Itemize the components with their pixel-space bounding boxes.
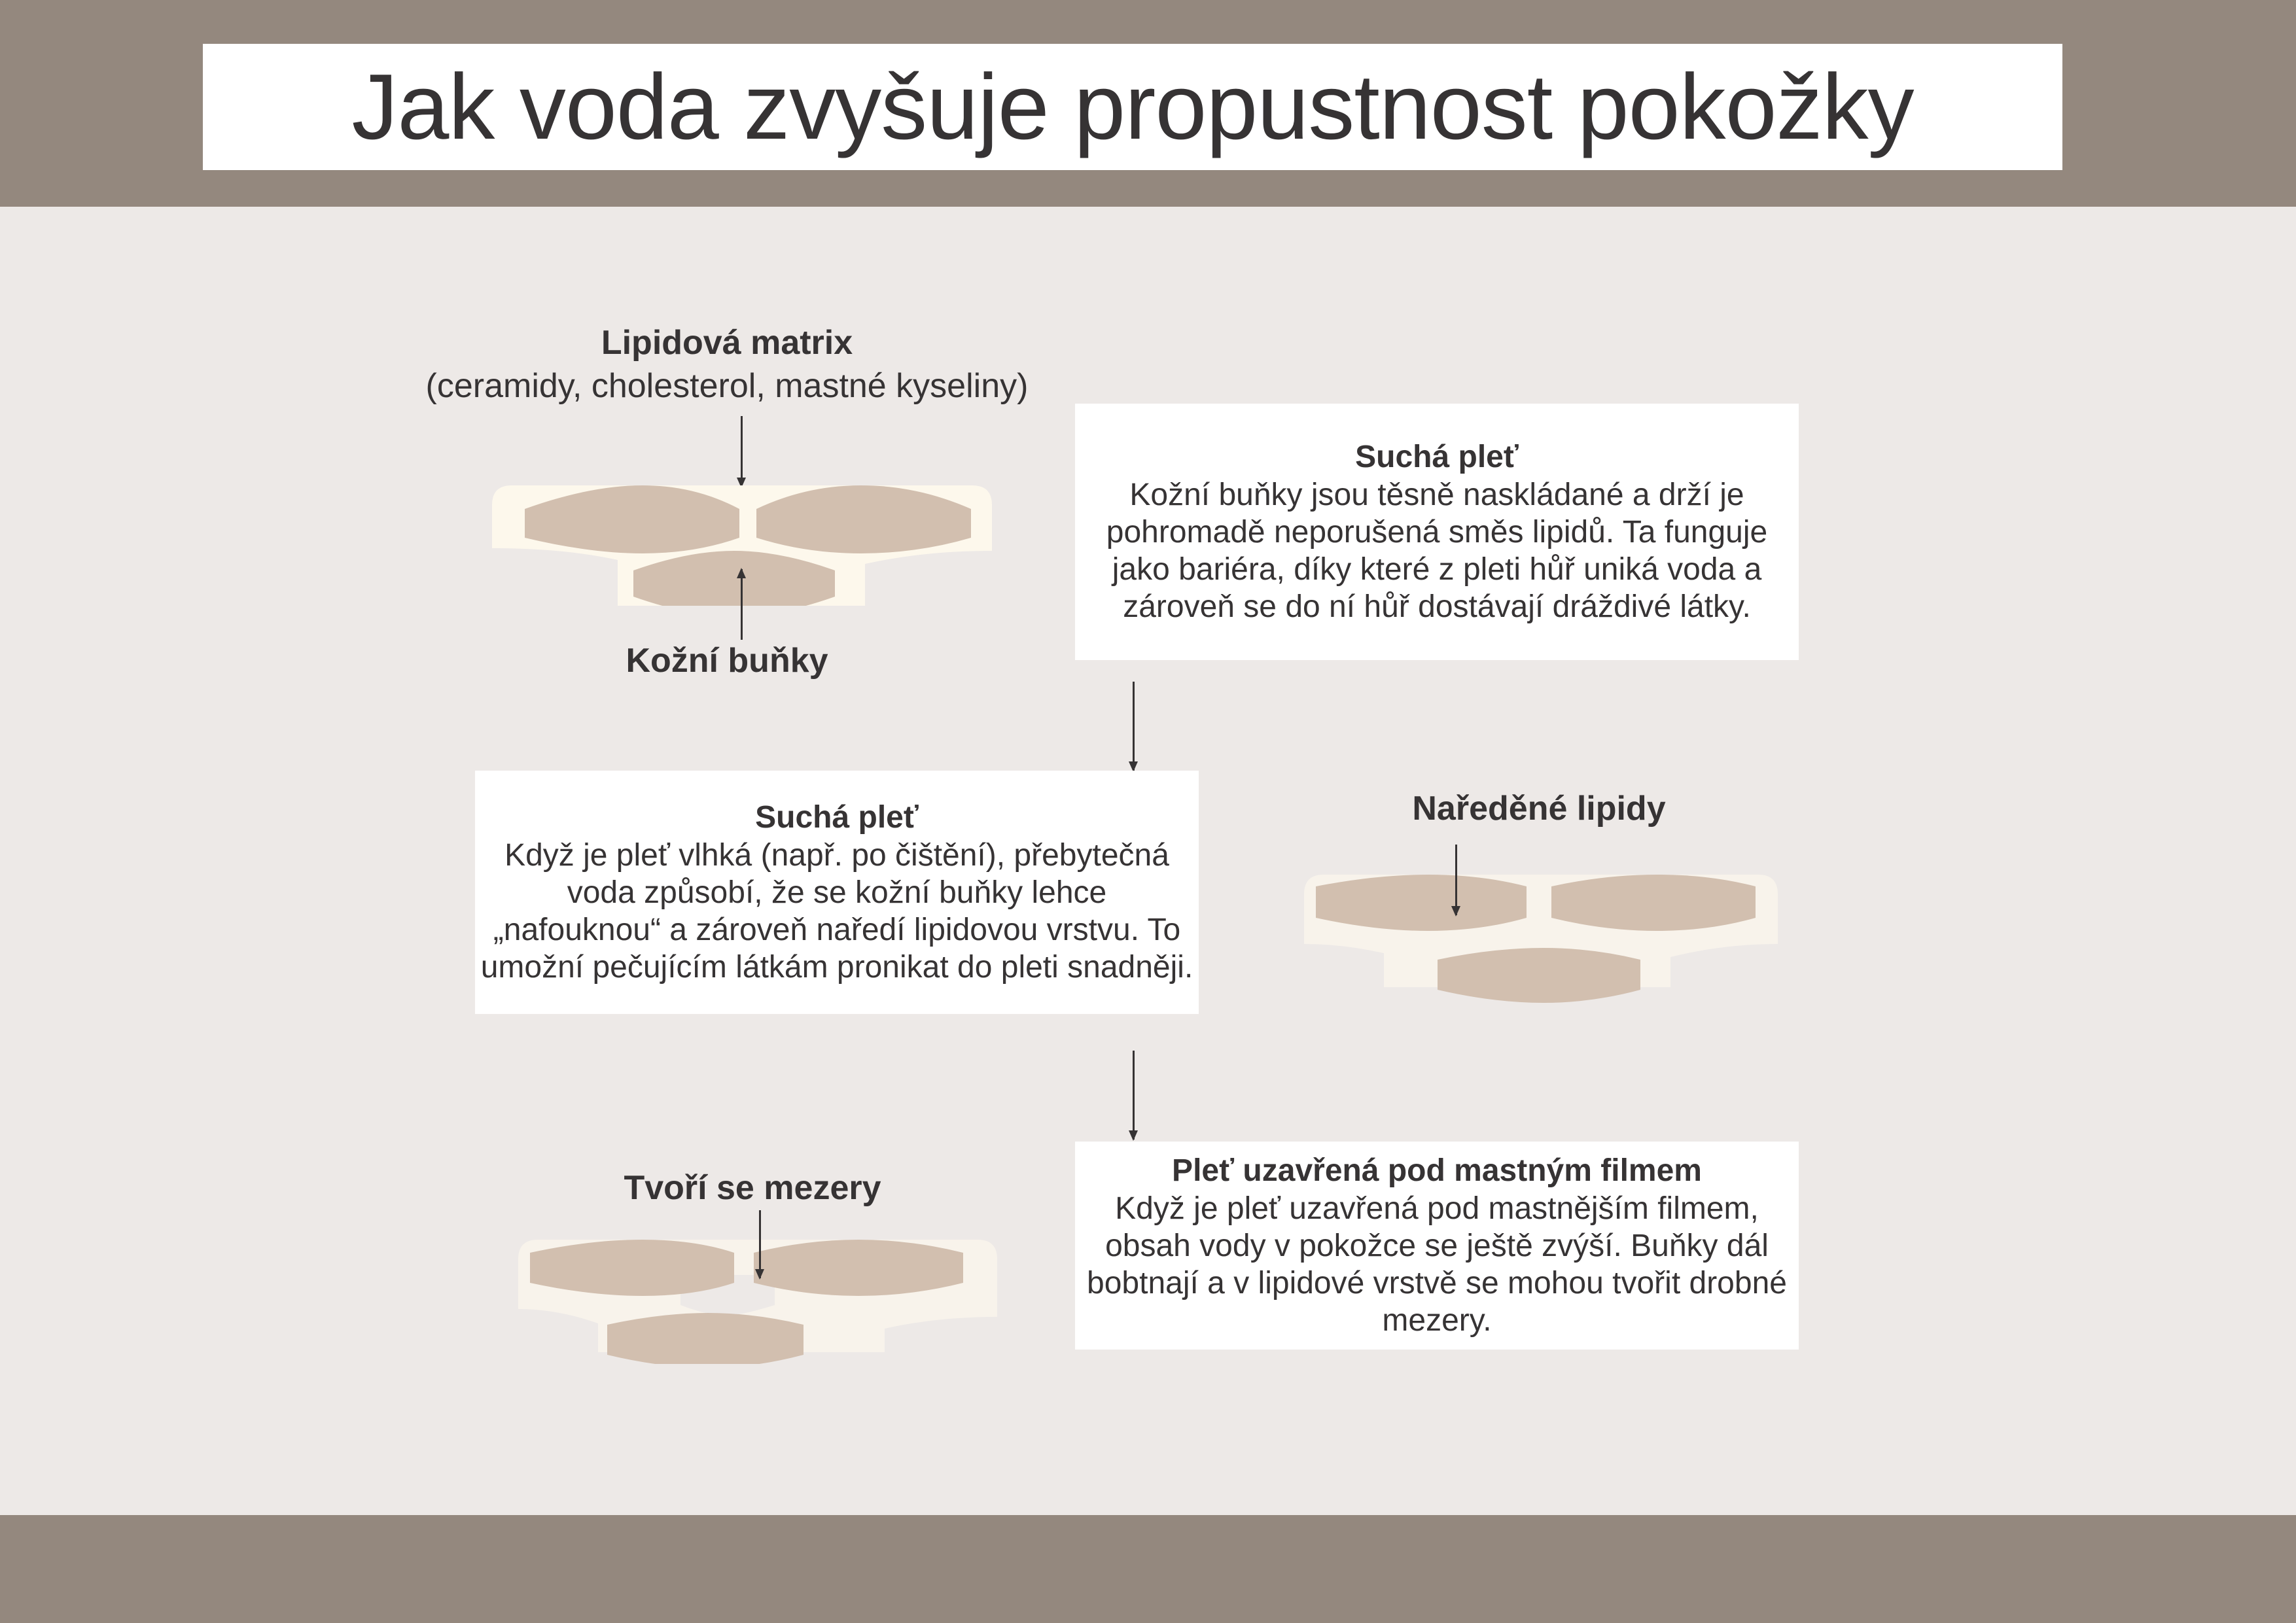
skin-cell-shape — [754, 1240, 963, 1296]
flow-arrow-down-icon — [1133, 1051, 1135, 1140]
skin-cell-shape — [607, 1313, 804, 1364]
arrow-down-icon — [741, 416, 743, 487]
skin-cells-label: Kožní buňky — [626, 642, 828, 680]
diluted-lipids-label: Naředěné lipidy — [1412, 790, 1666, 828]
skin-cell-shape — [1551, 875, 1756, 931]
flow-arrow-down-icon — [1133, 682, 1135, 771]
arrow-down-icon — [759, 1210, 761, 1278]
moist-skin-card — [475, 771, 1199, 1014]
lipid-matrix-subtitle: (ceramidy, cholesterol, mastné kyseliny) — [425, 367, 1029, 405]
page-title: Jak voda zvyšuje propustnost pokožky — [351, 54, 1914, 159]
dry-skin-card — [1075, 404, 1799, 660]
title-box — [203, 44, 2062, 170]
card-title: Suchá pleť — [755, 800, 919, 835]
card-title: Pleť uzavřená pod mastným filmem — [1172, 1153, 1702, 1188]
arrow-down-icon — [1455, 845, 1457, 915]
gaps-form-label: Tvoří se mezery — [624, 1169, 881, 1207]
card-body: Když je pleť vlhká (např. po čištění), přebytečná voda způsobí, že se kožní buňky lehce „nafouknou“ a zároveň naředí lipidovou vrstvu. To umožní pečujícím látkám pronikat do pleti snadněji. — [480, 838, 1193, 985]
lipid-matrix-label: Lipidová matrix — [601, 324, 853, 362]
skin-cell-shape — [530, 1240, 734, 1296]
diluted-lipids-diagram — [1304, 875, 1778, 1005]
footer-band — [0, 1515, 2296, 1623]
skin-cell-shape — [1316, 875, 1527, 931]
arrow-up-icon — [741, 569, 743, 640]
occluded-skin-card — [1075, 1142, 1799, 1350]
card-body: Kožní buňky jsou těsně naskládané a drží je pohromadě neporušená směs lipidů. Ta funguje jako bariéra, díky které z pleti hůř uniká voda a zároveň se do ní hůř dostávají dráždivé látky. — [1106, 478, 1768, 624]
skin-cell-shape — [1438, 948, 1640, 1003]
card-title: Suchá pleť — [1355, 440, 1519, 474]
card-body: Když je pleť uzavřená pod mastnějším filmem, obsah vody v pokožce se ještě zvýší. Buňky dál bobtnají a v lipidové vrstvě se mohou tvořit drobné mezery. — [1087, 1191, 1787, 1338]
gaps-form-diagram — [518, 1240, 997, 1364]
